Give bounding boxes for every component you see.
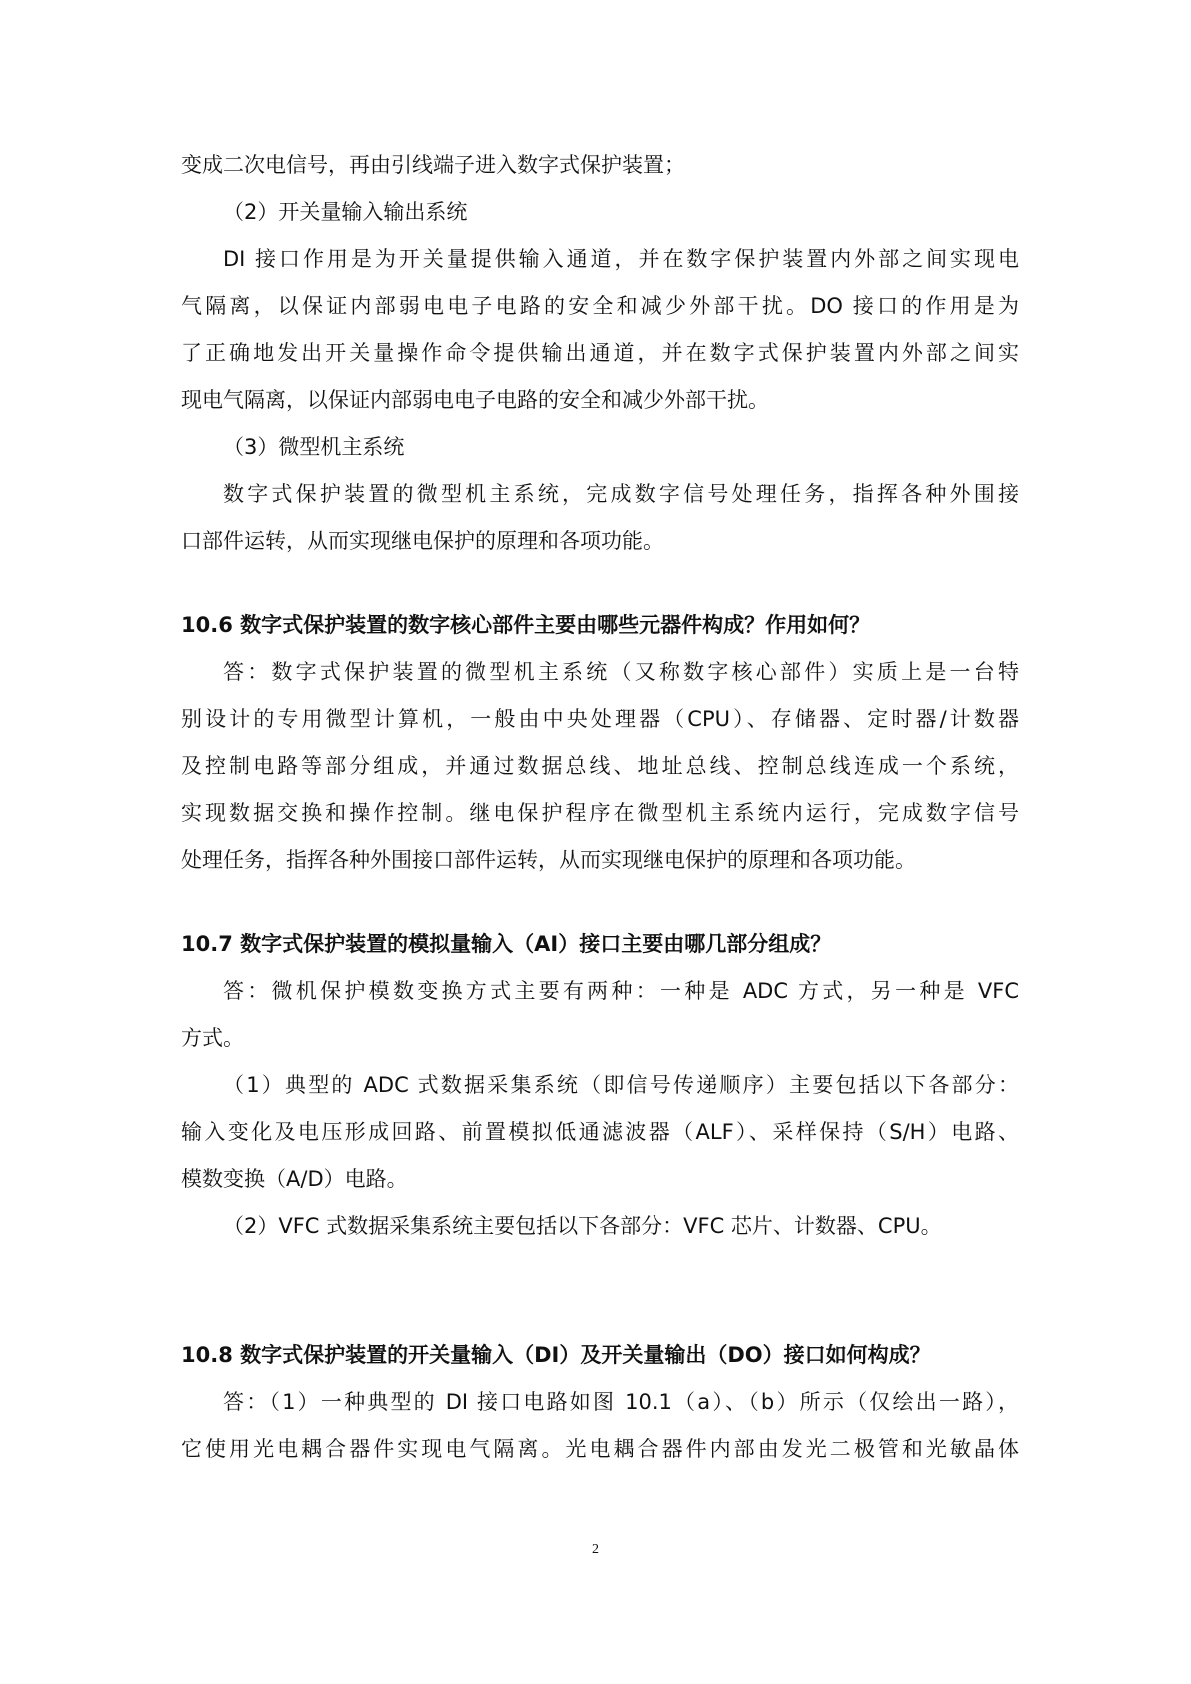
text-line: 输入变化及电压形成回路、前置模拟低通滤波器（ALF）、采样保持（S/H）电路、 bbox=[181, 1120, 1019, 1144]
text-line: （1）典型的 ADC 式数据采集系统（即信号传递顺序）主要包括以下各部分： bbox=[223, 1073, 1019, 1097]
text-line: 答：（1）一种典型的 DI 接口电路如图 10.1（a）、（b）所示（仅绘出一路）， bbox=[223, 1390, 1019, 1414]
text-line: 方式。 bbox=[181, 1026, 244, 1050]
text-line: 答：微机保护模数变换方式主要有两种：一种是 ADC 方式，另一种是 VFC bbox=[223, 979, 1019, 1003]
text-line: 数字式保护装置的微型机主系统，完成数字信号处理任务，指挥各种外围接 bbox=[223, 482, 1019, 506]
text-line: 它使用光电耦合器件实现电气隔离。光电耦合器件内部由发光二极管和光敏晶体 bbox=[181, 1437, 1019, 1461]
section-heading-10-6: 10.6 数字式保护装置的数字核心部件主要由哪些元器件构成？作用如何？ bbox=[181, 613, 871, 637]
text-line: 口部件运转，从而实现继电保护的原理和各项功能。 bbox=[181, 529, 664, 553]
text-line: 模数变换（A/D）电路。 bbox=[181, 1167, 408, 1191]
page-number: 2 bbox=[592, 1542, 599, 1557]
text-line: 变成二次电信号，再由引线端子进入数字式保护装置； bbox=[181, 153, 685, 177]
section-heading-10-7: 10.7 数字式保护装置的模拟量输入（AI）接口主要由哪几部分组成？ bbox=[181, 932, 832, 956]
subsection-title: （2）开关量输入输出系统 bbox=[223, 200, 468, 224]
text-line: 及控制电路等部分组成，并通过数据总线、地址总线、控制总线连成一个系统， bbox=[181, 754, 1019, 778]
page-content bbox=[181, 142, 1019, 1473]
section-heading-10-8: 10.8 数字式保护装置的开关量输入（DI）及开关量输出（DO）接口如何构成？ bbox=[181, 1343, 931, 1367]
text-line: 别设计的专用微型计算机，一般由中央处理器（CPU）、存储器、定时器/计数器 bbox=[181, 707, 1019, 731]
text-line: （2）VFC 式数据采集系统主要包括以下各部分：VFC 芯片、计数器、CPU。 bbox=[223, 1214, 942, 1238]
subsection-title: （3）微型机主系统 bbox=[223, 435, 405, 459]
text-line: DI 接口作用是为开关量提供输入通道，并在数字保护装置内外部之间实现电 bbox=[223, 247, 1019, 271]
text-line: 处理任务，指挥各种外围接口部件运转，从而实现继电保护的原理和各项功能。 bbox=[181, 848, 916, 872]
text-line: 现电气隔离，以保证内部弱电电子电路的安全和减少外部干扰。 bbox=[181, 388, 769, 412]
text-line: 气隔离，以保证内部弱电电子电路的安全和减少外部干扰。DO 接口的作用是为 bbox=[181, 294, 1019, 318]
text-line: 了正确地发出开关量操作命令提供输出通道，并在数字式保护装置内外部之间实 bbox=[181, 341, 1019, 365]
text-line: 答：数字式保护装置的微型机主系统（又称数字核心部件）实质上是一台特 bbox=[223, 660, 1019, 684]
text-line: 实现数据交换和操作控制。继电保护程序在微型机主系统内运行，完成数字信号 bbox=[181, 801, 1019, 825]
